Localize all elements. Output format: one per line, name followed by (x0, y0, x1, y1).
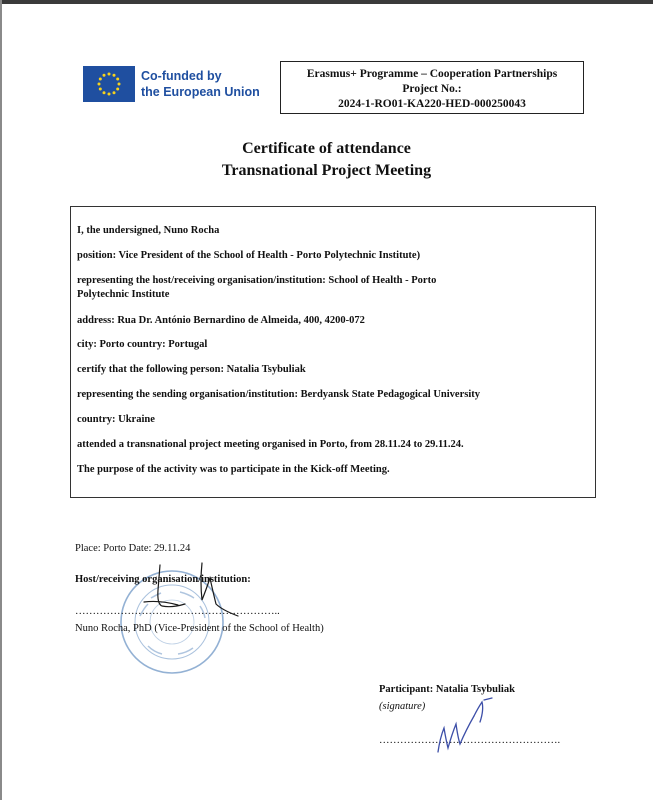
declaration-box (70, 206, 596, 498)
country-line: country: Ukraine (77, 414, 155, 425)
host-handwritten-signature (140, 560, 250, 622)
host-organisation-line-1: representing the host/receiving organisation/institution: School of Health - Porto (77, 275, 437, 286)
page-top-border (0, 0, 653, 4)
host-signer-name: Nuno Rocha, PhD (Vice-President of the School of Health) (75, 623, 324, 634)
address-line: address: Rua Dr. António Bernardino de Almeida, 400, 4200-072 (77, 315, 365, 326)
attended-line: attended a transnational project meeting organised in Porto, from 28.11.24 to 29.11.24. (77, 439, 464, 450)
host-signature-line: ………………………………………………….. (75, 606, 280, 617)
eu-logo (83, 66, 261, 104)
eu-flag-icon (83, 66, 135, 102)
host-institution-label: Host/receiving organisation/institution: (75, 574, 251, 585)
purpose-line: The purpose of the activity was to participate in the Kick-off Meeting. (77, 464, 390, 475)
certificate-title: Certificate of attendance (242, 140, 411, 157)
position-line: position: Vice President of the School of Health - Porto Polytechnic Institute) (77, 250, 421, 261)
city-line: city: Porto country: Portugal (77, 339, 208, 350)
participant-signature-label: (signature) (379, 701, 426, 712)
eu-line-1: Co-funded by (141, 69, 222, 83)
page-left-border (0, 0, 2, 800)
host-organisation-line-2: Polytechnic Institute (77, 289, 170, 300)
place-date: Place: Porto Date: 29.11.24 (75, 543, 191, 554)
person-line: certify that the following person: Natalia Tsybuliak (77, 364, 306, 375)
eu-logo-text (141, 68, 260, 100)
participant-signature-line: ……………………………………………. (379, 735, 561, 746)
project-number: 2024-1-RO01-KA220-HED-000250043 (338, 98, 526, 110)
participant-label: Participant: Natalia Tsybuliak (379, 684, 515, 695)
certificate-subtitle: Transnational Project Meeting (221, 162, 432, 179)
programme-name: Erasmus+ Programme – Cooperation Partnerships (306, 68, 558, 80)
sending-organisation-line: representing the sending organisation/institution: Berdyansk State Pedagogical University (77, 389, 481, 400)
eu-line-2: the European Union (141, 85, 260, 99)
project-number-label: Project No.: (402, 83, 462, 95)
undersigned-line: I, the undersigned, Nuno Rocha (77, 225, 220, 236)
programme-box (280, 61, 584, 114)
participant-handwritten-signature (430, 694, 510, 760)
